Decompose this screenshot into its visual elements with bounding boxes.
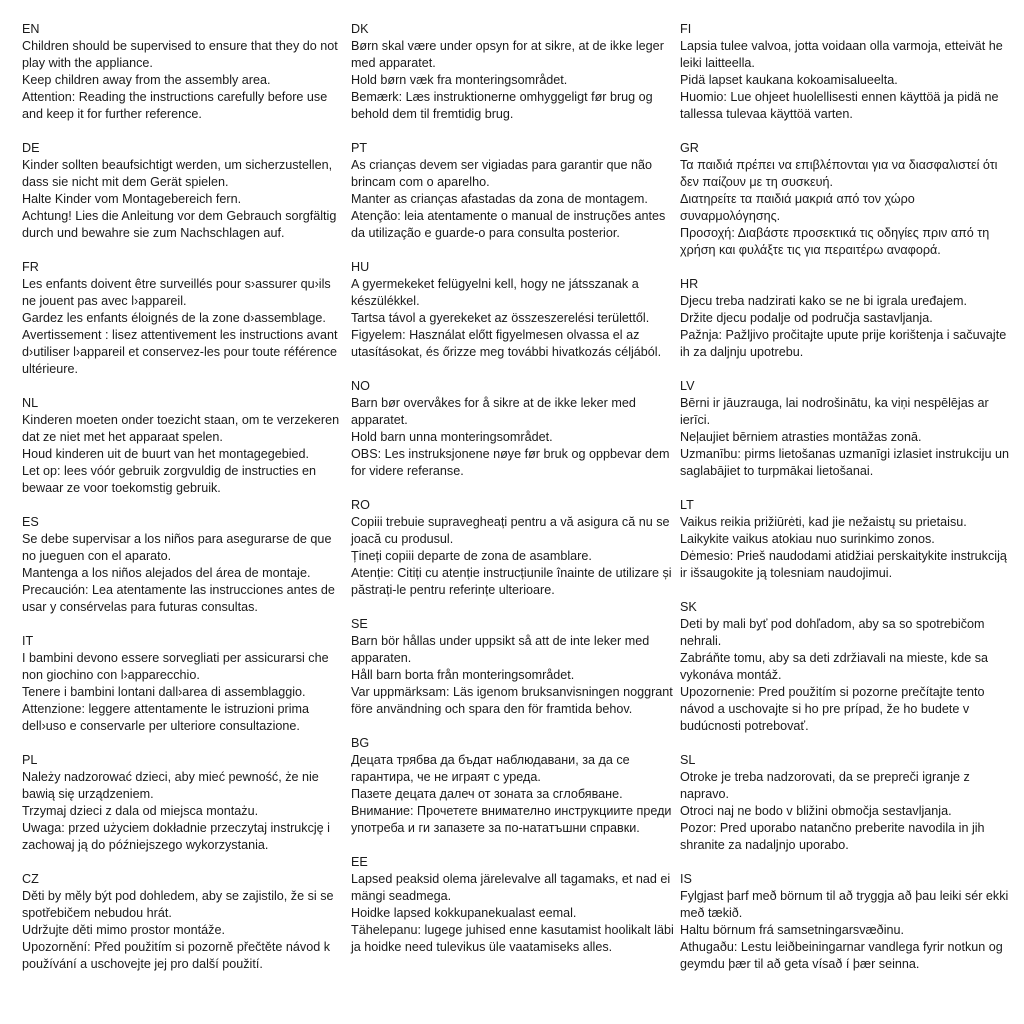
instruction-sentence: Laikykite vaikus atokiau nuo surinkimo zonos. [680, 532, 935, 546]
language-section-fi [680, 21, 1012, 123]
language-section-se [351, 616, 677, 718]
language-code: DK [351, 22, 369, 36]
instruction-sentence: Lapsia tulee valvoa, jotta voidaan olla varmoja, etteivät he leiki laitteella. [680, 39, 1003, 70]
instruction-sentence: Προσοχή: Διαβάστε προσεκτικά τις οδηγίες πριν από τη χρήση και φυλάξτε τις για περαιτέρω αναφορά. [680, 226, 990, 257]
instruction-sentence: Copiii trebuie supravegheați pentru a vă asigura că nu se joacă cu produsul. [351, 515, 670, 546]
language-column [680, 21, 1012, 990]
instruction-sentence: Otroke je treba nadzorovati, da se prepreči igranje z napravo. [680, 770, 970, 801]
language-section-lv [680, 378, 1012, 480]
language-code: HR [680, 277, 699, 291]
instruction-sentence: Athugaðu: Lestu leiðbeiningarnar vandlega fyrir notkun og geymdu þær til að geta vísað í þær seinna. [680, 940, 1003, 971]
language-section-es [22, 514, 348, 616]
instruction-sentence: Upozornění: Před použitím si pozorně přečtěte návod k používání a uschovejte jej pro další použití. [22, 940, 331, 971]
instruction-sentence: Hold børn væk fra monteringsområdet. [351, 73, 568, 87]
instruction-sentence: Trzymaj dzieci z dala od miejsca montażu. [22, 804, 259, 818]
language-code: RO [351, 498, 370, 512]
language-section-it [22, 633, 348, 735]
instruction-sentence: Børn skal være under opsyn for at sikre, at de ikke leger med apparatet. [351, 39, 664, 70]
language-section-fr [22, 259, 348, 378]
language-code: BG [351, 736, 370, 750]
language-section-sl [680, 752, 1012, 854]
instruction-sentence: Bērni ir jāuzrauga, lai nodrošinātu, ka viņi nespēlējas ar ierīci. [680, 396, 989, 427]
language-column [351, 21, 677, 973]
language-section-ro [351, 497, 677, 599]
instruction-sentence: Hoidke lapsed kokkupanekualast eemal. [351, 906, 577, 920]
instruction-sentence: Uzmanību: pirms lietošanas uzmanīgi izlasiet instrukciju un saglabājiet to turpmākai lietošanai. [680, 447, 1009, 478]
instruction-sentence: Należy nadzorować dzieci, aby mieć pewność, że nie bawią się urządzeniem. [22, 770, 319, 801]
instruction-sentence: Fylgjast þarf með börnum til að tryggja að þau leiki sér ekki með tækið. [680, 889, 1009, 920]
language-code: EN [22, 22, 40, 36]
language-section-bg [351, 735, 677, 837]
instruction-sentence: Children should be supervised to ensure that they do not play with the appliance. [22, 39, 338, 70]
instruction-sentence: Attenzione: leggere attentamente le istruzioni prima dell›uso e conservarle per ulteriore consultazione. [22, 702, 310, 733]
instruction-sentence: Децата трябва да бъдат наблюдавани, за да се гарантира, че не играят с уреда. [351, 753, 630, 784]
language-code: SL [680, 753, 696, 767]
language-code: EE [351, 855, 368, 869]
instruction-sentence: Otroci naj ne bodo v bližini območja sestavljanja. [680, 804, 952, 818]
instruction-sentence: Les enfants doivent être surveillés pour s›assurer qu›ils ne jouent pas avec l›appareil. [22, 277, 331, 308]
instruction-sentence: Țineți copiii departe de zona de asamblare. [351, 549, 592, 563]
instruction-sentence: Houd kinderen uit de buurt van het montagegebied. [22, 447, 310, 461]
instruction-sentence: Děti by měly být pod dohledem, aby se zajistilo, že si se spotřebičem nebudou hrát. [22, 889, 334, 920]
language-code: DE [22, 141, 40, 155]
instruction-sentence: Tenere i bambini lontani dall›area di assemblaggio. [22, 685, 306, 699]
language-section-lt [680, 497, 1012, 582]
language-section-cz [22, 871, 348, 973]
language-column [22, 21, 348, 990]
instruction-sentence: Внимание: Прочетете внимателно инструкциите преди употреба и ги запазете за по-нататъшни справки. [351, 804, 672, 835]
instruction-sentence: Haltu börnum frá samsetningarsvæðinu. [680, 923, 904, 937]
instruction-sentence: Let op: lees vóór gebruik zorgvuldig de instructies en bewaar ze voor toekomstig gebruik. [22, 464, 317, 495]
instruction-sentence: Precaución: Lea atentamente las instrucciones antes de usar y consérvelas para futuras consultas. [22, 583, 335, 614]
language-section-ee [351, 854, 677, 956]
instruction-sentence: Пазете децата далеч от зоната за сглобяване. [351, 787, 623, 801]
instruction-sentence: Huomio: Lue ohjeet huolellisesti ennen käyttöä ja pidä ne tallessa tulevaa käyttöä varten. [680, 90, 999, 121]
instruction-sentence: Lapsed peaksid olema järelevalve all tagamaks, et nad ei mängi seadmega. [351, 872, 671, 903]
instruction-sentence: Djecu treba nadzirati kako se ne bi igrala uređajem. [680, 294, 968, 308]
instruction-sentence: Zabráňte tomu, aby sa deti zdržiavali na mieste, kde sa vykonáva montáž. [680, 651, 988, 682]
instruction-sentence: Pozor: Pred uporabo natančno preberite navodila in jih shranite za nadaljnjo uporabo. [680, 821, 985, 852]
language-code: SE [351, 617, 368, 631]
instruction-sentence: Upozornenie: Pred použitím si pozorne prečítajte tento návod a uschovajte si ho pre prípad, že ho budete v budúcnosti potrebovať. [680, 685, 985, 733]
language-code: NO [351, 379, 370, 393]
language-code: HU [351, 260, 370, 274]
instruction-sentence: Pažnja: Pažljivo pročitajte upute prije korištenja i sačuvajte ih za daljnju upotrebu. [680, 328, 1007, 359]
language-section-dk [351, 21, 677, 123]
language-code: PT [351, 141, 368, 155]
language-section-pt [351, 140, 677, 242]
language-section-de [22, 140, 348, 242]
instruction-sentence: Držite djecu podalje od područja sastavljanja. [680, 311, 933, 325]
instruction-sentence: Barn bør overvåkes for å sikre at de ikke leker med apparatet. [351, 396, 636, 427]
instruction-sentence: Barn bör hållas under uppsikt så att de inte leker med apparaten. [351, 634, 650, 665]
instruction-sentence: Τα παιδιά πρέπει να επιβλέπονται για να διασφαλιστεί ότι δεν παίζουν με τη συσκευή. [680, 158, 998, 189]
instruction-sentence: Håll barn borta från monteringsområdet. [351, 668, 575, 682]
instruction-sentence: Atenție: Citiți cu atenție instrucțiunile înainte de utilizare și păstrați-le pentru referințe ulterioare. [351, 566, 672, 597]
language-section-en [22, 21, 348, 123]
language-code: IS [680, 872, 692, 886]
language-section-gr [680, 140, 1012, 259]
instruction-sentence: I bambini devono essere sorvegliati per assicurarsi che non giochino con l›apparecchio. [22, 651, 329, 682]
instruction-sentence: Kinderen moeten onder toezicht staan, om te verzekeren dat ze niet met het apparaat spelen. [22, 413, 340, 444]
language-section-hr [680, 276, 1012, 361]
instruction-sentence: Uwaga: przed użyciem dokładnie przeczytaj instrukcję i zachowaj ją do późniejszego wykorzystania. [22, 821, 330, 852]
instruction-sentence: Avertissement : lisez attentivement les instructions avant d›utiliser l›appareil et conservez-les pour toute référence ultérieure. [22, 328, 338, 376]
language-code: SK [680, 600, 697, 614]
instruction-sentence: Hold barn unna monteringsområdet. [351, 430, 553, 444]
instruction-sentence: Var uppmärksam: Läs igenom bruksanvisningen noggrant före användning och spara den för framtida behov. [351, 685, 673, 716]
instruction-sentence: Halte Kinder vom Montagebereich fern. [22, 192, 242, 206]
instruction-sentence: Dėmesio: Prieš naudodami atidžiai perskaitykite instrukciją ir išsaugokite ją tolesniam naudojimui. [680, 549, 1007, 580]
instruction-sentence: Tähelepanu: lugege juhised enne kasutamist hoolikalt läbi ja hoidke need tulevikus üle vaatamiseks alles. [351, 923, 674, 954]
instruction-sentence: Se debe supervisar a los niños para asegurarse de que no jueguen con el aparato. [22, 532, 332, 563]
language-section-no [351, 378, 677, 480]
language-code: GR [680, 141, 699, 155]
instruction-sentence: Figyelem: Használat előtt figyelmesen olvassa el az utasításokat, és őrizze meg további hivatkozás céljából. [351, 328, 662, 359]
instruction-sentence: Tartsa távol a gyerekeket az összeszerelési területtől. [351, 311, 650, 325]
instruction-sentence: Deti by mali byť pod dohľadom, aby sa so spotrebičom nehrali. [680, 617, 985, 648]
instruction-sentence: Neļaujiet bērniem atrasties montāžas zonā. [680, 430, 922, 444]
instruction-sentence: Keep children away from the assembly area. [22, 73, 271, 87]
language-code: FI [680, 22, 692, 36]
language-section-sk [680, 599, 1012, 735]
language-section-nl [22, 395, 348, 497]
instruction-sentence: Gardez les enfants éloignés de la zone d›assemblage. [22, 311, 326, 325]
instruction-sentence: Kinder sollten beaufsichtigt werden, um sicherzustellen, dass sie nicht mit dem Gerät spielen. [22, 158, 333, 189]
language-code: NL [22, 396, 39, 410]
language-section-is [680, 871, 1012, 973]
instruction-sentence: Achtung! Lies die Anleitung vor dem Gebrauch sorgfältig durch und bewahre sie zum Nachschlagen auf. [22, 209, 337, 240]
instruction-sentence: Mantenga a los niños alejados del área de montaje. [22, 566, 311, 580]
instruction-sentence: A gyermekeket felügyelni kell, hogy ne játsszanak a készülékkel. [351, 277, 639, 308]
instruction-sentence: OBS: Les instruksjonene nøye før bruk og oppbevar dem for videre referanse. [351, 447, 670, 478]
language-section-pl [22, 752, 348, 854]
language-section-hu [351, 259, 677, 361]
language-code: CZ [22, 872, 39, 886]
instruction-sentence: Pidä lapset kaukana kokoamisalueelta. [680, 73, 898, 87]
language-code: LV [680, 379, 695, 393]
instruction-sentence: Διατηρείτε τα παιδιά μακριά από τον χώρο συναρμολόγησης. [680, 192, 915, 223]
language-code: FR [22, 260, 39, 274]
instruction-sentence: Manter as crianças afastadas da zona de montagem. [351, 192, 648, 206]
instruction-sentence: Udržujte děti mimo prostor montáže. [22, 923, 225, 937]
language-code: ES [22, 515, 39, 529]
instruction-sentence: Vaikus reikia prižiūrėti, kad jie nežaistų su prietaisu. [680, 515, 967, 529]
instruction-sentence: As crianças devem ser vigiadas para garantir que não brincam com o aparelho. [351, 158, 653, 189]
instruction-sentence: Atenção: leia atentamente o manual de instruções antes da utilização e guarde-o para consulta posterior. [351, 209, 666, 240]
instruction-sentence: Bemærk: Læs instruktionerne omhyggeligt før brug og behold dem til fremtidig brug. [351, 90, 653, 121]
language-code: PL [22, 753, 38, 767]
language-code: IT [22, 634, 34, 648]
instruction-sentence: Attention: Reading the instructions carefully before use and keep it for further reference. [22, 90, 328, 121]
language-code: LT [680, 498, 694, 512]
